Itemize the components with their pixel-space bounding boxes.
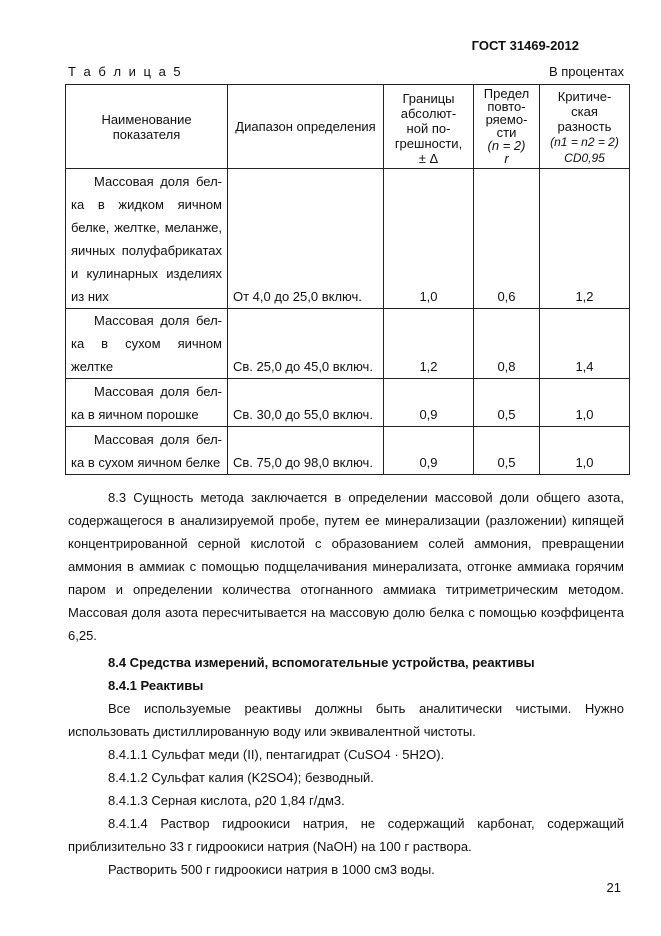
paragraph-8-4-1-1: 8.4.1.1 Сульфат меди (II), пентагидрат (CuSO4 · 5H2O). xyxy=(108,747,445,762)
row-name-first: Массовая доля бел- xyxy=(94,174,222,189)
row-critical-difference: 1,0 xyxy=(540,427,630,475)
data-table xyxy=(65,84,630,475)
row-abs-error: 0,9 xyxy=(384,427,474,475)
row-critical-difference: 1,4 xyxy=(540,309,630,379)
paragraph-8-4-1: Все используемые реактивы должны быть аналитически чистыми. Нужно использовать дистиллированную воду или эквивалентной чистоты. xyxy=(68,701,624,739)
header-rep-line: сти xyxy=(496,125,517,140)
row-critical-difference: 1,2 xyxy=(540,169,630,309)
table-row xyxy=(66,169,630,309)
header-repeatability xyxy=(474,85,540,169)
row-abs-error: 1,0 xyxy=(384,169,474,309)
table-row xyxy=(66,309,630,379)
row-range: Св. 30,0 до 55,0 включ. xyxy=(228,379,384,427)
header-rep-line: (n = 2) xyxy=(487,138,526,153)
row-range: Св. 75,0 до 98,0 включ. xyxy=(228,427,384,475)
row-name-rest: ка в сухом яичном белке xyxy=(71,455,221,470)
row-repeatability: 0,8 xyxy=(474,309,540,379)
header-crit-line: ская xyxy=(571,104,598,119)
row-abs-error: 1,2 xyxy=(384,309,474,379)
header-rep-line: ряемо- xyxy=(485,112,528,127)
table-unit: В процентах xyxy=(548,64,624,79)
paragraph-8-4-1-2: 8.4.1.2 Сульфат калия (K2SO4); безводный. xyxy=(108,770,374,785)
row-name-first: Массовая доля бел- xyxy=(94,432,222,447)
row-name-first: Массовая доля бел- xyxy=(94,313,222,328)
table-row xyxy=(66,427,630,475)
header-abs-error xyxy=(384,85,474,169)
header-abs-line: ной по- xyxy=(406,121,451,136)
paragraph-8-4-1-4: 8.4.1.4 Раствор гидроокиси натрия, не содержащий карбонат, содержащий приблизительно 33 г гидроокиси натрия (NaOH) на 100 г раствора. xyxy=(68,816,624,854)
section-heading-8-4-1: 8.4.1 Реактивы xyxy=(108,678,204,693)
row-name xyxy=(66,427,228,475)
section-heading-8-4: 8.4 Средства измерений, вспомогательные устройства, реактивы xyxy=(108,655,535,670)
header-rep-line: Предел xyxy=(483,86,530,101)
row-name xyxy=(66,169,228,309)
row-name-rest: ка в жидком яичном белке, желтке, меланже, яичных полуфабрикатах и кулинарных изделиях из них xyxy=(71,197,222,304)
header-crit-line: CD0,95 xyxy=(564,151,605,165)
table-header-row xyxy=(66,85,630,169)
header-abs-line: абсолют- xyxy=(400,106,457,121)
document-code: ГОСТ 31469-2012 xyxy=(471,38,579,53)
row-name-first: Массовая доля бел- xyxy=(94,384,222,399)
row-name xyxy=(66,379,228,427)
table-caption: Т а б л и ц а 5 xyxy=(68,64,183,79)
header-rep-line: r xyxy=(504,151,509,166)
row-critical-difference: 1,0 xyxy=(540,379,630,427)
row-range: Св. 25,0 до 45,0 включ. xyxy=(228,309,384,379)
row-name-rest: ка в сухом яичном желтке xyxy=(71,336,222,374)
header-abs-line: ± Δ xyxy=(418,151,439,166)
row-repeatability: 0,5 xyxy=(474,427,540,475)
header-crit-line: (n1 = n2 = 2) xyxy=(550,135,619,149)
row-abs-error: 0,9 xyxy=(384,379,474,427)
table-row xyxy=(66,379,630,427)
row-name-rest: ка в яичном порошке xyxy=(71,407,199,422)
paragraph-dissolve: Растворить 500 г гидроокиси натрия в 1000 см3 воды. xyxy=(108,862,435,877)
page-number: 21 xyxy=(606,880,621,895)
row-repeatability: 0,6 xyxy=(474,169,540,309)
header-name: Наименование показателя xyxy=(66,85,228,169)
header-rep-line: повто- xyxy=(487,99,526,114)
header-crit-line: разность xyxy=(557,119,612,134)
header-abs-line: грешности, xyxy=(394,136,463,151)
row-repeatability: 0,5 xyxy=(474,379,540,427)
paragraph-8-3: 8.3 Сущность метода заключается в определении массовой доли общего азота, содержащегося в анализируемой пробе, путем ее минерализации (разложении) кипящей концентрированной серной кислотой с образованием солей аммония, превращении аммония в аммиак с помощью подщелачивания минерализата, отгонке аммиака горячим паром и определении количества отогнанного аммиака титриметрическим методом. Массовая доля азота пересчитывается на массовую долю белка с помощью коэффицента 6,25. xyxy=(68,490,624,643)
header-range: Диапазон определения xyxy=(228,85,384,169)
header-abs-line: Границы xyxy=(402,91,455,106)
row-name xyxy=(66,309,228,379)
paragraph-8-4-1-3: 8.4.1.3 Серная кислота, ρ20 1,84 г/дм3. xyxy=(108,793,345,808)
header-critical-difference xyxy=(540,85,630,169)
header-crit-line: Критиче- xyxy=(557,89,612,104)
row-range: От 4,0 до 25,0 включ. xyxy=(228,169,384,309)
